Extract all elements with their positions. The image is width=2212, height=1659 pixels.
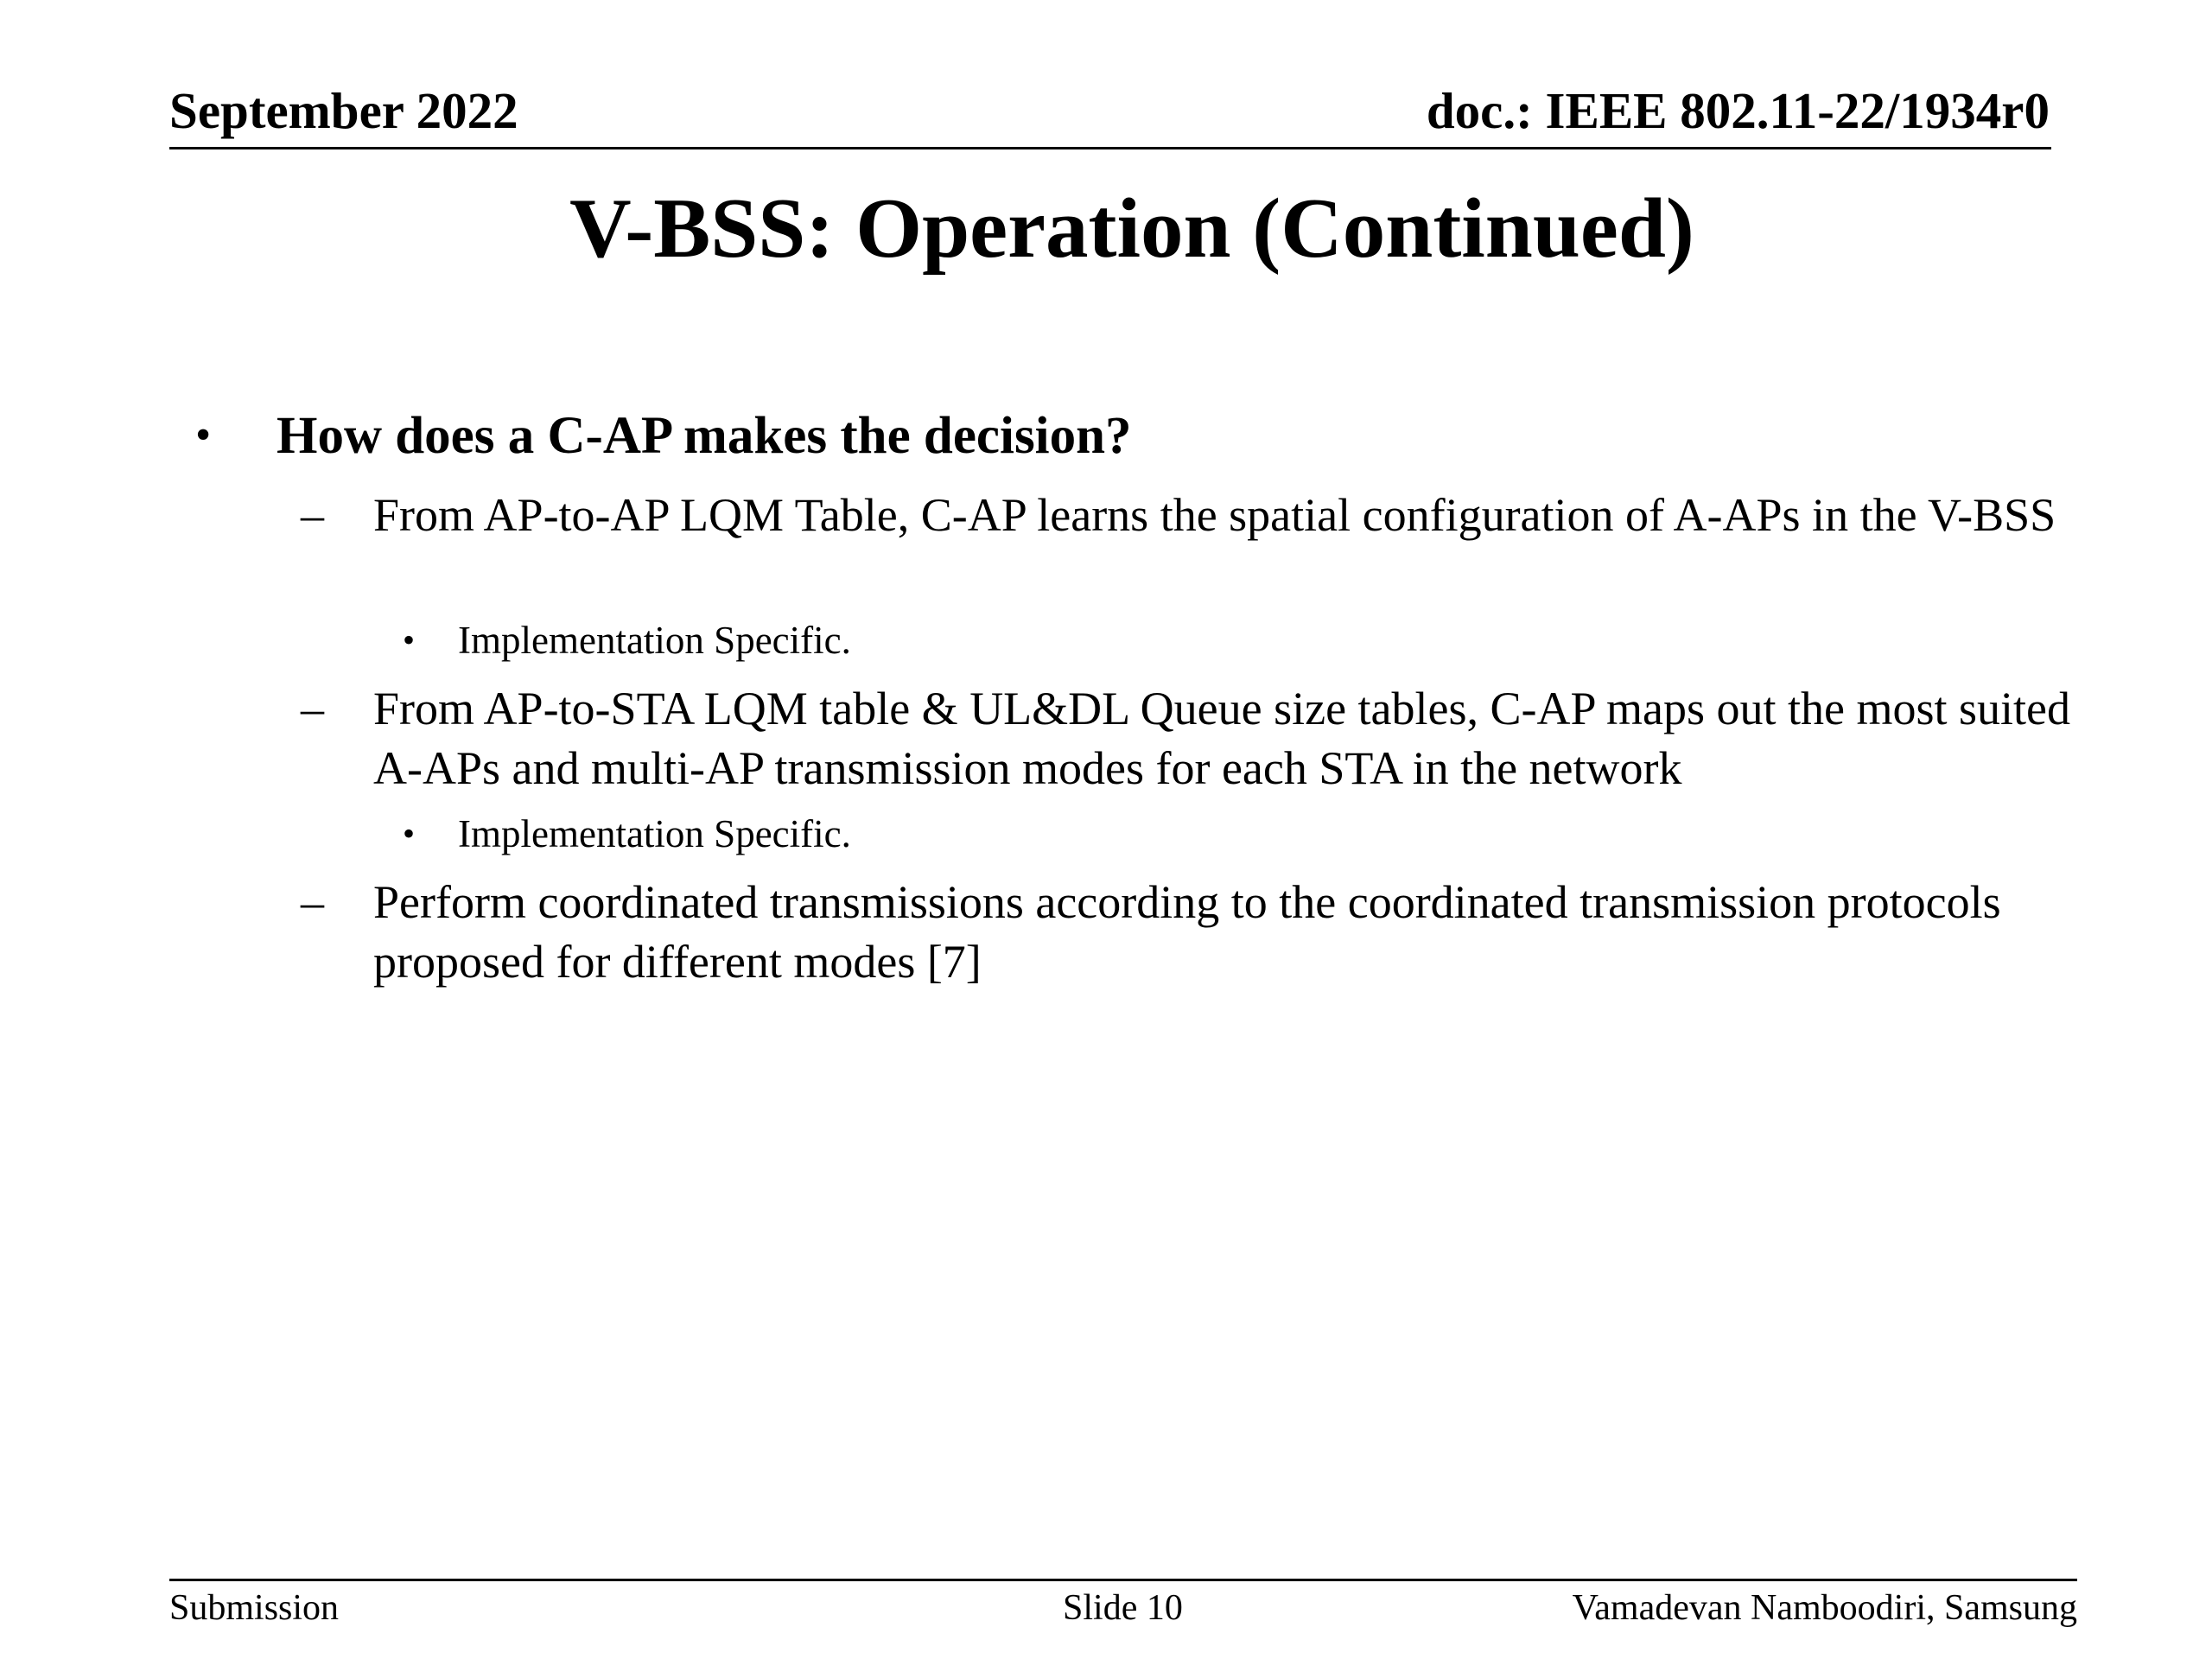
bullet-icon: • <box>195 410 212 460</box>
footer-divider <box>169 1579 2077 1581</box>
header-doc-id: doc.: IEEE 802.11-22/1934r0 <box>1426 82 2050 139</box>
dash-icon: – <box>301 876 324 928</box>
dash-icon: – <box>301 683 324 734</box>
sub-bullet-3: Perform coordinated transmissions according to the coordinated transmission protocols proposed for different modes [7] <box>373 876 2001 988</box>
sub-sub-bullet-2: Implementation Specific. <box>458 812 851 855</box>
footer-submission: Submission <box>169 1588 340 1628</box>
small-bullet-icon: • <box>403 814 416 853</box>
sub-sub-bullet-1: Implementation Specific. <box>458 619 851 662</box>
small-bullet-icon: • <box>403 620 416 659</box>
header-date: September 2022 <box>169 82 518 139</box>
sub-bullet-1: From AP-to-AP LQM Table, C-AP learns the spatial configuration of A-APs in the V-BSS <box>373 489 2056 541</box>
sub-bullet-2: From AP-to-STA LQM table & UL&DL Queue size tables, C-AP maps out the most suited A-APs and multi-AP transmission modes for each STA in the network <box>373 683 2070 794</box>
slide-title: V-BSS: Operation (Continued) <box>569 181 1694 276</box>
dash-icon: – <box>301 489 324 541</box>
footer-author: Vamadevan Namboodiri, Samsung <box>1572 1588 2077 1628</box>
footer-slide-number: Slide 10 <box>1063 1588 1183 1628</box>
bullet-heading: How does a C-AP makes the decision? <box>276 407 1132 465</box>
